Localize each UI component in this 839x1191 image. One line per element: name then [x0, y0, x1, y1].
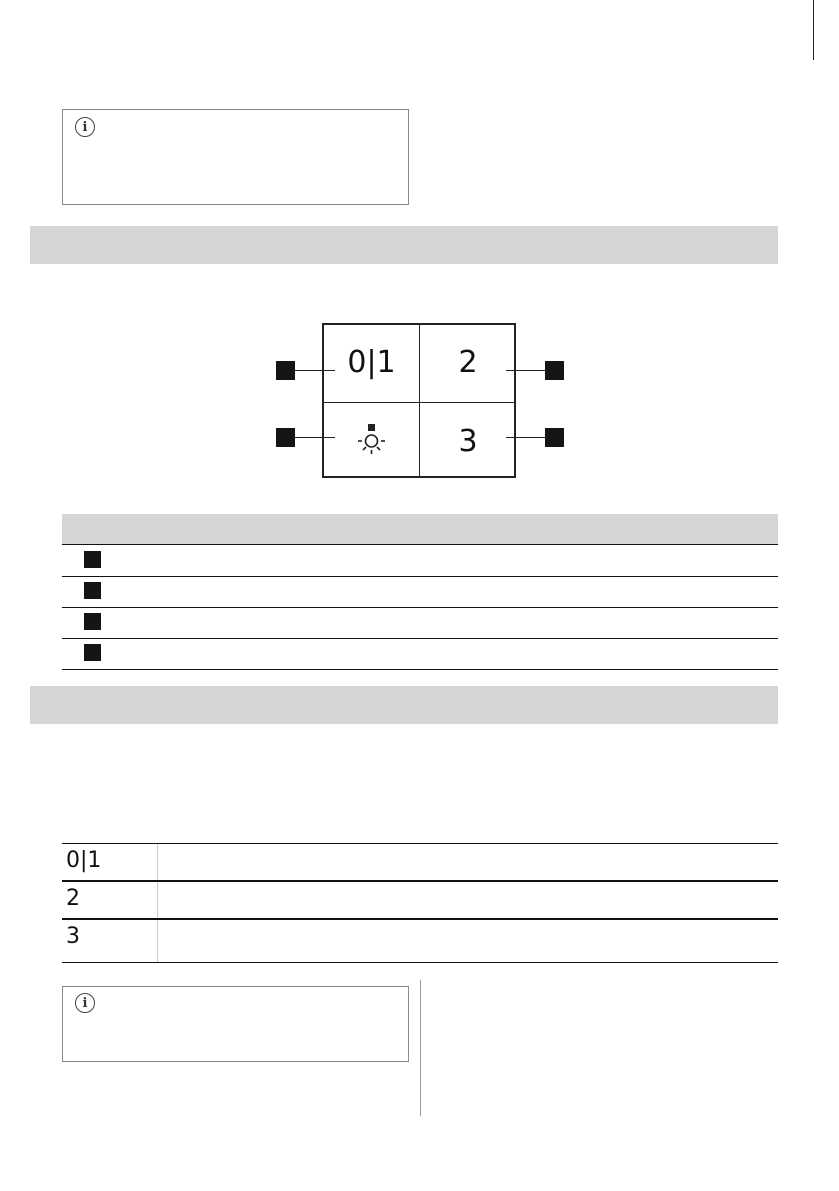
legend-table-header: [62, 514, 778, 545]
cell-divider: [157, 844, 158, 880]
light-button[interactable]: [324, 403, 419, 478]
legend-marker: [84, 644, 101, 661]
info-note-box: [62, 109, 409, 205]
callout-marker: [545, 361, 564, 380]
function-table-bottom-rule: [62, 962, 778, 963]
function-row-on-off: [62, 844, 778, 880]
info-icon: i: [75, 117, 95, 137]
column-divider: [420, 980, 421, 1116]
function-symbol: 0|1: [66, 848, 102, 873]
legend-marker: [84, 582, 101, 599]
legend-marker: [84, 613, 101, 630]
control-panel-diagram: [322, 323, 516, 478]
callout-marker: [276, 361, 295, 380]
speed-2-button[interactable]: 2: [458, 345, 478, 380]
cell-divider: [157, 920, 158, 962]
speed-3-button[interactable]: 3: [458, 424, 478, 459]
callout-leader-line: [506, 370, 545, 371]
function-symbol: 3: [66, 924, 80, 949]
callout-leader-line: [295, 370, 335, 371]
section-header-bar: [30, 686, 778, 724]
legend-row: [62, 638, 778, 670]
on-off-button[interactable]: 0|1: [347, 345, 396, 380]
info-icon: i: [75, 993, 95, 1013]
info-note-box: [62, 986, 409, 1062]
function-row-speed-2: [62, 882, 778, 918]
legend-row: [62, 607, 778, 639]
callout-marker: [545, 428, 564, 447]
callout-leader-line: [506, 437, 545, 438]
function-symbol: 2: [66, 886, 80, 911]
callout-marker: [276, 428, 295, 447]
section-header-bar: [30, 226, 778, 264]
callout-leader-line: [295, 437, 335, 438]
legend-row: [62, 576, 778, 608]
cell-divider: [157, 882, 158, 918]
legend-marker: [84, 551, 101, 568]
light-bulb-icon: [324, 403, 419, 478]
legend-row: [62, 545, 778, 577]
function-row-speed-3: [62, 920, 778, 962]
page-edge-rule: [813, 0, 814, 60]
